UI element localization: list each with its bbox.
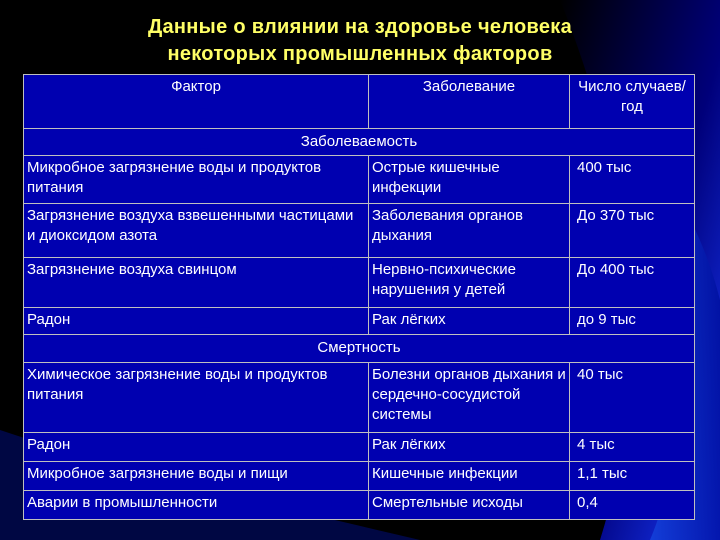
section-label-mortality: Смертность [24,335,695,363]
cell-disease: Кишечные инфекции [369,462,570,491]
cell-count: 40 тыс [570,363,695,433]
cell-disease: Рак лёгких [369,433,570,462]
factors-table [23,74,695,520]
cell-disease: Нервно-психические нарушения у детей [369,258,570,308]
table-row [24,433,695,462]
table-row [24,204,695,258]
title-line-1: Данные о влиянии на здоровье человека [147,16,573,38]
section-row-morbidity [24,129,695,156]
column-header-count: Число случаев/год [570,75,695,129]
title-line-2: некоторых промышленных факторов [167,43,553,65]
section-row-mortality [24,335,695,363]
cell-factor: Загрязнение воздуха свинцом [24,258,369,308]
table-row [24,491,695,520]
cell-count: До 400 тыс [570,258,695,308]
cell-count: до 9 тыс [570,308,695,335]
header-row [24,75,695,129]
cell-factor: Микробное загрязнение воды и пищи [24,462,369,491]
section-label-morbidity: Заболеваемость [24,129,695,156]
cell-count: 4 тыс [570,433,695,462]
cell-factor: Аварии в промышленности [24,491,369,520]
column-header-disease: Заболевание [369,75,570,129]
cell-factor: Радон [24,308,369,335]
cell-count: 400 тыс [570,156,695,204]
cell-disease: Острые кишечные инфекции [369,156,570,204]
cell-factor: Радон [24,433,369,462]
table-row [24,308,695,335]
table-row [24,462,695,491]
cell-disease: Заболевания органов дыхания [369,204,570,258]
cell-disease: Смертельные исходы [369,491,570,520]
column-header-factor: Фактор [24,75,369,129]
cell-count: 1,1 тыс [570,462,695,491]
table-row [24,156,695,204]
cell-factor: Химическое загрязнение воды и продуктов питания [24,363,369,433]
cell-factor: Микробное загрязнение воды и продуктов питания [24,156,369,204]
cell-count: 0,4 [570,491,695,520]
cell-count: До 370 тыс [570,204,695,258]
slide-title [40,14,680,68]
cell-disease: Болезни органов дыхания и сердечно-сосудистой системы [369,363,570,433]
table-row [24,258,695,308]
cell-factor: Загрязнение воздуха взвешенными частицами и диоксидом азота [24,204,369,258]
table-row [24,363,695,433]
cell-disease: Рак лёгких [369,308,570,335]
